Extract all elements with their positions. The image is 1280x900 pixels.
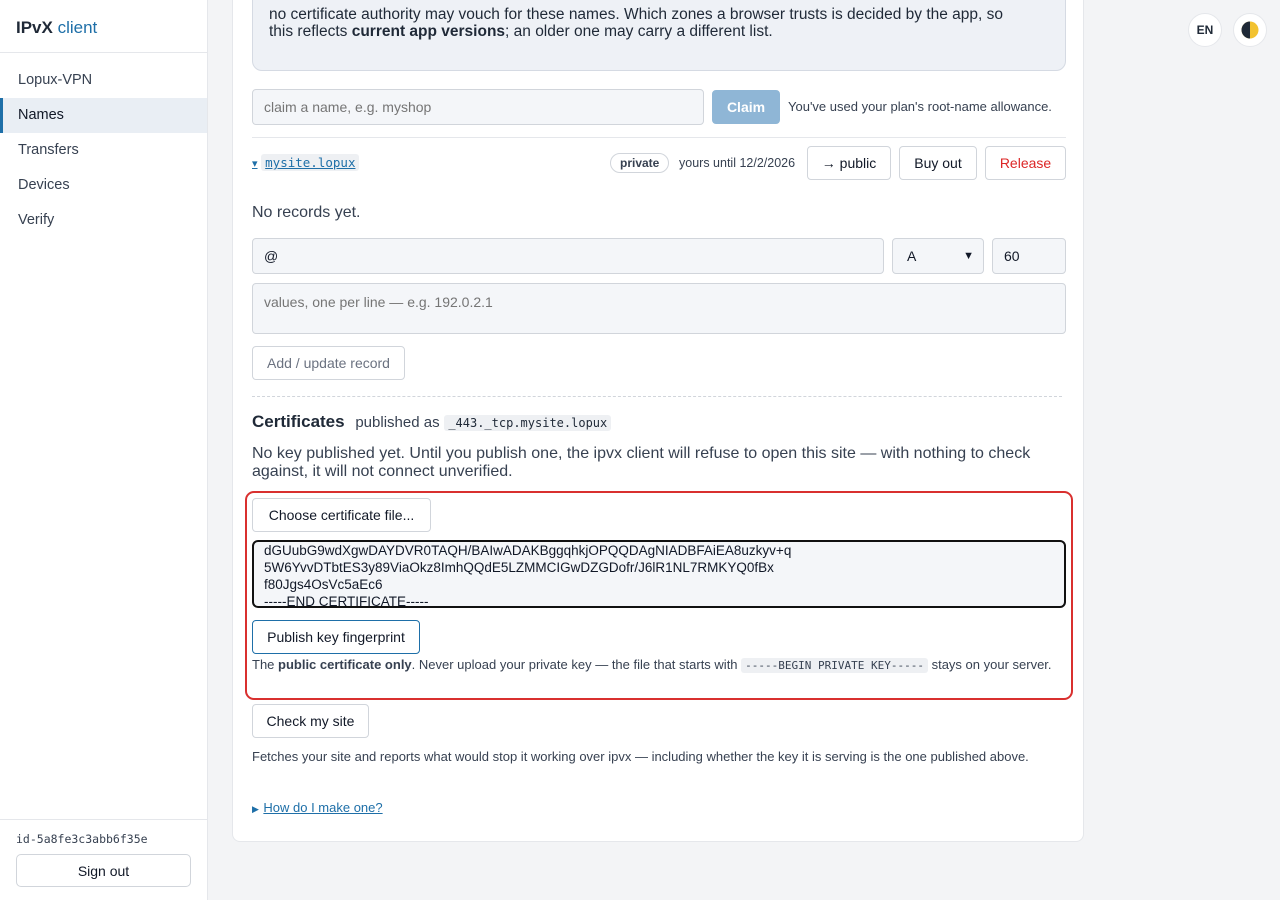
certificates-header — [252, 412, 611, 432]
sidebar-item-transfers[interactable]: Transfers — [18, 142, 79, 158]
name-entry-header[interactable] — [252, 155, 359, 170]
section-divider — [252, 396, 1062, 397]
half-moon-icon — [1240, 20, 1260, 40]
record-host-input[interactable] — [252, 238, 884, 274]
choose-certificate-button[interactable]: Choose certificate file... — [252, 498, 431, 532]
certificate-pem-textarea[interactable] — [252, 540, 1066, 608]
pem-line: -----END CERTIFICATE----- — [264, 594, 429, 608]
theme-toggle-button[interactable] — [1233, 13, 1267, 47]
record-ttl-input[interactable] — [992, 238, 1066, 274]
sidebar-footer — [0, 819, 207, 900]
chevron-down-icon: ▼ — [963, 250, 974, 262]
app-brand — [0, 0, 207, 53]
published-as-value: _443._tcp.mysite.lopux — [444, 415, 611, 431]
claim-name-input[interactable] — [252, 89, 704, 125]
allowance-note: You've used your plan's root-name allowance. — [788, 99, 1052, 114]
warning-post: stays on your server. — [927, 657, 1052, 672]
record-type-value: A — [907, 248, 917, 264]
expiry-text: yours until 12/2/2026 — [679, 156, 796, 170]
published-as-label: published as — [355, 414, 440, 431]
warning-mid: . Never upload your private key — the file that starts with — [411, 657, 742, 672]
notice-line-2-bold: current app versions — [351, 23, 506, 40]
names-card — [232, 0, 1084, 842]
publish-fingerprint-button[interactable]: Publish key fingerprint — [252, 620, 420, 654]
certificate-status-message: No key published yet. Until you publish one, the ipvx client will refuse to open this site — with nothing to check against, it will not connect unverified. — [252, 445, 1031, 480]
warning-bold: public certificate only — [278, 657, 412, 672]
language-button[interactable]: EN — [1188, 13, 1222, 47]
device-id: id-5a8fe3c3abb6f35e — [16, 832, 148, 846]
howto-disclosure[interactable] — [252, 799, 383, 817]
notice-line-2 — [269, 23, 1049, 40]
sidebar-nav — [0, 53, 207, 238]
sidebar-item-lopux-vpn[interactable]: Lopux-VPN — [18, 72, 93, 88]
check-my-site-button[interactable]: Check my site — [252, 704, 369, 738]
notice-line-2-pre: this reflects — [269, 23, 352, 40]
private-key-code: -----BEGIN PRIVATE KEY----- — [741, 658, 928, 673]
check-description: Fetches your site and reports what would stop it working over ipvx — including whether the key it is serving is the one published above. — [252, 749, 1029, 764]
pem-line: f80Jgs4OsVc5aEc6 — [264, 577, 383, 592]
howto-link[interactable]: How do I make one? — [263, 800, 383, 815]
sidebar-item-names[interactable]: Names — [0, 98, 207, 133]
divider — [252, 137, 1066, 138]
brand-name: IPvX — [16, 18, 53, 37]
private-key-warning — [252, 655, 1060, 676]
visibility-badge: private — [610, 153, 669, 173]
warning-pre: The — [252, 657, 279, 672]
make-public-button[interactable]: → public — [807, 146, 891, 180]
sidebar — [0, 0, 208, 900]
notice-line-1: no certificate authority may vouch for these names. Which zones a browser trusts is decided by the app, so — [269, 6, 1004, 23]
pem-line: 5W6YvvDTbtES3y89ViaOkz8ImhQQdE5LZMMCIGwDZGDofr/J6lR1NL7RMKYQ0fBx — [264, 560, 774, 575]
record-type-select[interactable] — [892, 238, 984, 274]
certificates-title: Certificates — [252, 412, 345, 431]
sign-out-button[interactable]: Sign out — [16, 854, 191, 887]
sidebar-item-devices[interactable]: Devices — [18, 177, 70, 193]
pem-line: dGUubG9wdXgwDAYDVR0TAQH/BAIwADAKBggqhkjOPQQDAgNIADBFAiEA8uzkyv+q — [264, 543, 792, 558]
notice-line-2-post: ; an older one may carry a different list. — [505, 23, 773, 40]
record-values-textarea[interactable] — [252, 283, 1066, 334]
release-button[interactable]: Release — [985, 146, 1066, 180]
triangle-right-icon: ▶ — [252, 804, 259, 814]
add-record-button[interactable]: Add / update record — [252, 346, 405, 380]
claim-button[interactable]: Claim — [712, 90, 780, 124]
domain-name[interactable]: mysite.lopux — [261, 154, 359, 171]
collapse-toggle[interactable]: ▾ — [252, 158, 258, 170]
brand-accent: client — [57, 18, 98, 37]
trust-notice — [252, 0, 1066, 71]
sidebar-item-verify[interactable]: Verify — [18, 212, 55, 228]
no-records-message: No records yet. — [252, 204, 361, 221]
buy-out-button[interactable]: Buy out — [899, 146, 977, 180]
